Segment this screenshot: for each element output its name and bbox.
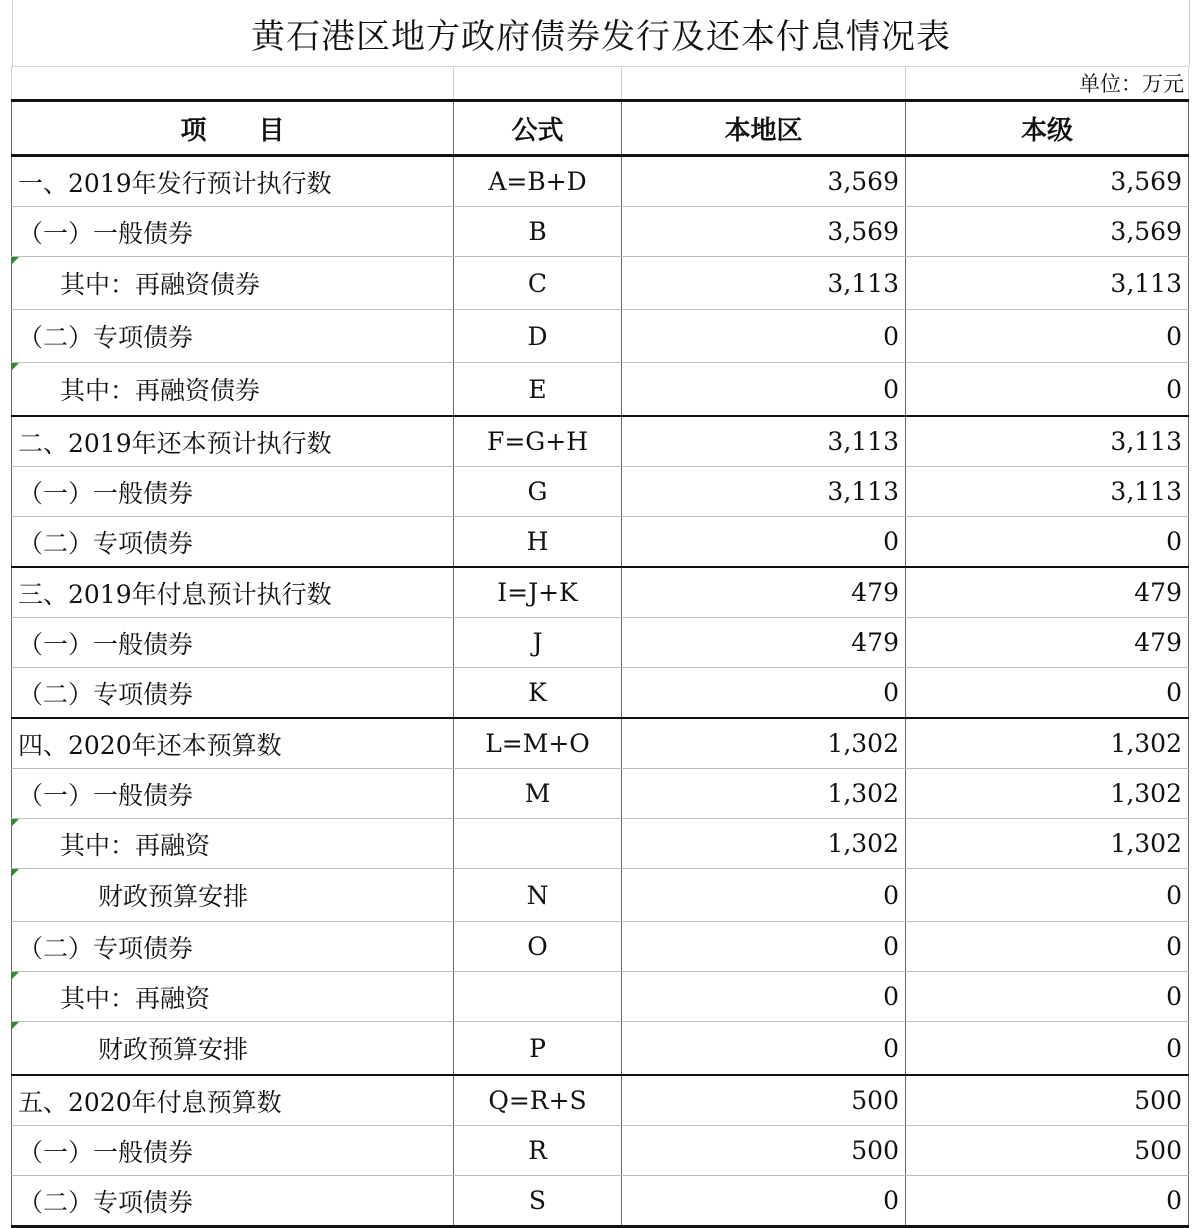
row-level[interactable]: 1,302 — [906, 769, 1189, 819]
row-formula[interactable]: E — [454, 363, 622, 417]
table-row — [12, 1022, 1189, 1076]
header-item[interactable]: 项 目 — [12, 101, 454, 156]
table-row — [12, 869, 1189, 922]
row-level[interactable]: 0 — [906, 922, 1189, 972]
row-item[interactable] — [12, 869, 454, 922]
table-row — [12, 517, 1189, 568]
table-row — [12, 819, 1189, 869]
table-row — [12, 718, 1189, 769]
header-region[interactable]: 本地区 — [622, 101, 906, 156]
row-region[interactable]: 0 — [622, 517, 906, 568]
row-level[interactable]: 3,113 — [906, 416, 1189, 467]
row-item-text: 其中：再融资债券 — [60, 376, 261, 405]
row-item[interactable]: 三、2019年付息预计执行数 — [12, 567, 454, 618]
row-region[interactable]: 0 — [622, 972, 906, 1022]
row-item[interactable]: （一）一般债券 — [12, 207, 454, 257]
row-region[interactable]: 3,569 — [622, 207, 906, 257]
row-region[interactable]: 479 — [622, 618, 906, 668]
cell-comment-marker — [12, 972, 19, 979]
row-level[interactable]: 0 — [906, 310, 1189, 363]
unit-row — [12, 67, 1189, 101]
cell-comment-marker — [12, 869, 19, 876]
blank-cell[interactable] — [12, 67, 454, 101]
row-region[interactable]: 1,302 — [622, 819, 906, 869]
row-level[interactable]: 3,113 — [906, 467, 1189, 517]
cell-comment-marker — [12, 1022, 19, 1029]
row-formula[interactable]: H — [454, 517, 622, 568]
row-formula[interactable]: I=J+K — [454, 567, 622, 618]
row-level[interactable]: 479 — [906, 618, 1189, 668]
header-formula[interactable]: 公式 — [454, 101, 622, 156]
table-row — [12, 769, 1189, 819]
unit-label[interactable]: 单位：万元 — [906, 67, 1189, 101]
row-region[interactable]: 0 — [622, 363, 906, 417]
row-item[interactable]: （二）专项债券 — [12, 310, 454, 363]
table-row — [12, 207, 1189, 257]
row-level[interactable]: 0 — [906, 517, 1189, 568]
cell-comment-marker — [12, 819, 19, 826]
row-formula[interactable]: M — [454, 769, 622, 819]
row-region[interactable]: 3,113 — [622, 257, 906, 310]
row-region[interactable]: 0 — [622, 1022, 906, 1076]
row-formula[interactable]: A=B+D — [454, 156, 622, 207]
row-level[interactable]: 479 — [906, 567, 1189, 618]
row-level[interactable]: 0 — [906, 1176, 1189, 1227]
row-level[interactable]: 500 — [906, 1126, 1189, 1176]
row-formula[interactable]: K — [454, 668, 622, 719]
row-level[interactable]: 1,302 — [906, 718, 1189, 769]
row-level[interactable]: 0 — [906, 972, 1189, 1022]
row-item-text: 财政预算安排 — [98, 882, 249, 911]
row-formula[interactable]: J — [454, 618, 622, 668]
row-item-text: 其中：再融资债券 — [60, 270, 261, 299]
table-row — [12, 310, 1189, 363]
table-row — [12, 618, 1189, 668]
row-item[interactable] — [12, 1022, 454, 1076]
row-item[interactable]: （二）专项债券 — [12, 668, 454, 719]
row-item[interactable]: 二、2019年还本预计执行数 — [12, 416, 454, 467]
row-level[interactable]: 3,569 — [906, 207, 1189, 257]
row-item[interactable] — [12, 257, 454, 310]
row-item-text: 财政预算安排 — [98, 1035, 249, 1064]
header-row — [12, 101, 1189, 156]
row-item[interactable]: （一）一般债券 — [12, 769, 454, 819]
row-formula[interactable]: O — [454, 922, 622, 972]
table-row — [12, 1126, 1189, 1176]
row-item-text: 其中：再融资 — [60, 830, 211, 860]
row-formula[interactable]: Q=R+S — [454, 1075, 622, 1126]
row-formula[interactable] — [454, 819, 622, 869]
table-row — [12, 1176, 1189, 1227]
row-region[interactable]: 500 — [622, 1075, 906, 1126]
row-formula[interactable]: L=M+O — [454, 718, 622, 769]
table-row — [12, 922, 1189, 972]
row-item[interactable]: （二）专项债券 — [12, 1176, 454, 1227]
row-item[interactable] — [12, 972, 454, 1022]
row-item[interactable] — [12, 363, 454, 417]
row-level[interactable]: 3,569 — [906, 156, 1189, 207]
cell-comment-marker — [12, 257, 19, 264]
row-region[interactable]: 0 — [622, 922, 906, 972]
row-level[interactable]: 0 — [906, 869, 1189, 922]
table-title: 黄石港区地方政府债券发行及还本付息情况表 — [12, 0, 1190, 66]
blank-cell[interactable] — [454, 67, 622, 101]
row-region[interactable]: 3,113 — [622, 416, 906, 467]
table-row — [12, 156, 1189, 207]
row-region[interactable]: 479 — [622, 567, 906, 618]
debt-table — [11, 66, 1189, 1228]
row-level[interactable]: 0 — [906, 1022, 1189, 1076]
row-region[interactable]: 1,302 — [622, 769, 906, 819]
row-item[interactable]: （二）专项债券 — [12, 517, 454, 568]
row-region[interactable]: 1,302 — [622, 718, 906, 769]
row-region[interactable]: 500 — [622, 1126, 906, 1176]
row-region[interactable]: 0 — [622, 1176, 906, 1227]
row-level[interactable]: 1,302 — [906, 819, 1189, 869]
row-region[interactable]: 0 — [622, 310, 906, 363]
row-item[interactable]: （一）一般债券 — [12, 618, 454, 668]
row-item[interactable]: （一）一般债券 — [12, 1126, 454, 1176]
row-formula[interactable]: S — [454, 1176, 622, 1227]
row-item[interactable]: （一）一般债券 — [12, 467, 454, 517]
table-row — [12, 363, 1189, 417]
header-level[interactable]: 本级 — [906, 101, 1189, 156]
row-region[interactable]: 0 — [622, 668, 906, 719]
row-formula[interactable]: G — [454, 467, 622, 517]
row-item[interactable]: （二）专项债券 — [12, 922, 454, 972]
row-region[interactable]: 0 — [622, 869, 906, 922]
row-formula[interactable]: F=G+H — [454, 416, 622, 467]
table-row — [12, 567, 1189, 618]
table-row — [12, 972, 1189, 1022]
row-level[interactable]: 3,113 — [906, 257, 1189, 310]
table-row — [12, 668, 1189, 719]
row-formula[interactable] — [454, 972, 622, 1022]
table-row — [12, 1075, 1189, 1126]
row-region[interactable]: 3,569 — [622, 156, 906, 207]
row-formula[interactable]: N — [454, 869, 622, 922]
cell-comment-marker — [12, 363, 19, 370]
table-row — [12, 416, 1189, 467]
table-row — [12, 257, 1189, 310]
row-level[interactable]: 500 — [906, 1075, 1189, 1126]
row-formula[interactable]: D — [454, 310, 622, 363]
row-item[interactable]: 五、2020年付息预算数 — [12, 1075, 454, 1126]
row-item[interactable]: 四、2020年还本预算数 — [12, 718, 454, 769]
table-row — [12, 467, 1189, 517]
row-level[interactable]: 0 — [906, 363, 1189, 417]
row-formula[interactable]: C — [454, 257, 622, 310]
row-formula[interactable]: P — [454, 1022, 622, 1076]
row-item[interactable] — [12, 819, 454, 869]
row-formula[interactable]: R — [454, 1126, 622, 1176]
row-item[interactable]: 一、2019年发行预计执行数 — [12, 156, 454, 207]
blank-cell[interactable] — [622, 67, 906, 101]
row-level[interactable]: 0 — [906, 668, 1189, 719]
row-region[interactable]: 3,113 — [622, 467, 906, 517]
row-item-text: 其中：再融资 — [60, 983, 211, 1013]
row-formula[interactable]: B — [454, 207, 622, 257]
